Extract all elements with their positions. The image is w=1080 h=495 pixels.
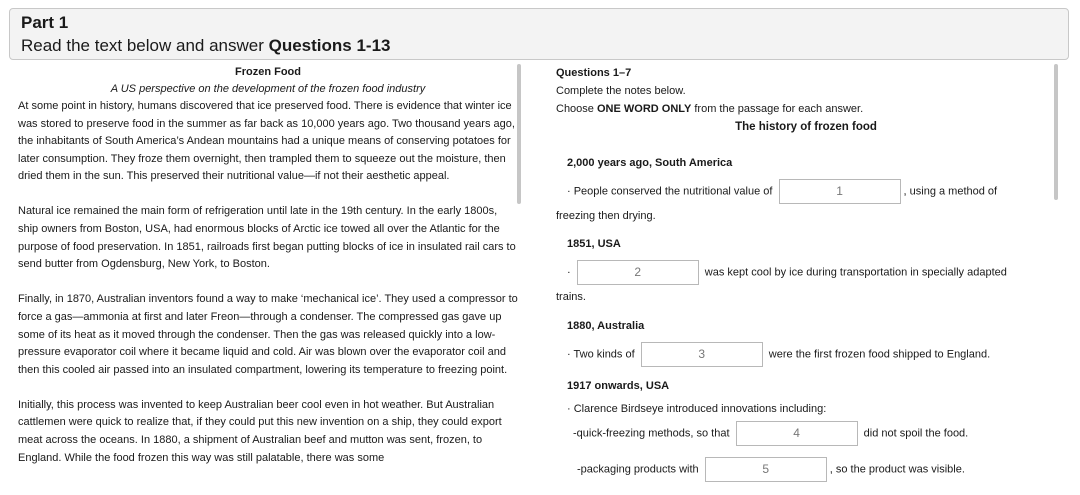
- passage-scrollbar[interactable]: [517, 64, 521, 204]
- note-item: [556, 155, 1047, 226]
- word-limit-suffix: from the passage for each answer.: [691, 103, 864, 115]
- questions-instruction: Complete the notes below.: [556, 85, 686, 97]
- passage-subtitle: A US perspective on the development of the frozen food industry: [110, 83, 426, 95]
- word-limit-bold: ONE WORD ONLY: [596, 103, 692, 115]
- questions-scrollbar[interactable]: [1054, 64, 1058, 200]
- answer-input-3[interactable]: 3: [641, 342, 763, 367]
- note-line: [567, 260, 1047, 285]
- note-text-before: · People conserved the nutritional value of: [567, 185, 773, 198]
- passage-paragraph: Initially, this process was invented to keep Australian beer cool even in hot weather. But Australian cattlemen were quick to realize that, if they could put this new invention on a ship, they could export meat across the oceans. In 1880, a shipment of Australian beef and mutton was sent, frozen, to England. While the food frozen this way was still palatable, there was some: [18, 398, 502, 464]
- part-instruction-text: Read the text below and answer: [21, 36, 269, 55]
- note-item: [567, 318, 1047, 367]
- passage-paragraph: Natural ice remained the main form of refrigeration until late in the 19th century. In the early 1800s, ship owners from Boston, USA, had enormous blocks of Arctic ice towed all over the Atlantic for the purpose of food preservation. In 1851, railroads first began putting blocks of ice in insulated rail cars to send butter from Ogdensburg, New York, to Boston.: [18, 205, 516, 271]
- note-text-before: -quick-freezing methods, so that: [573, 427, 730, 440]
- answer-input-4[interactable]: 4: [736, 421, 858, 446]
- note-heading: 2,000 years ago, South America: [567, 157, 733, 169]
- passage-title: Frozen Food: [235, 66, 301, 78]
- note-wrap-line: trains.: [556, 291, 586, 303]
- word-limit-prefix: Choose: [556, 103, 597, 115]
- note-line: [567, 399, 1047, 419]
- passage-paragraph: Finally, in 1870, Australian inventors found a way to make ‘mechanical ice’. They used a compressor to force a gas—ammonia at first and later Freon—through a condenser. The compressed gas gave up some of its heat as it moved through the condenser. Then the gas was released quickly into a low-pressure evaporator coil where it became liquid and cold. Air was blown over the evaporator coil and then this cooled air passed into an insulated compartment, lowering its temperature to freezing point.: [18, 293, 518, 376]
- passage-pane[interactable]: [18, 64, 518, 495]
- answer-input-1[interactable]: 1: [779, 179, 901, 204]
- note-wrap-line: freezing then drying.: [556, 210, 656, 222]
- part-header: [9, 8, 1069, 60]
- answer-input-2[interactable]: 2: [577, 260, 699, 285]
- questions-word-limit: [556, 100, 1056, 118]
- note-heading: 1880, Australia: [567, 320, 645, 332]
- note-line: [573, 421, 1053, 446]
- note-line: [567, 342, 1047, 367]
- part-instruction: [21, 34, 1057, 58]
- note-heading: 1851, USA: [567, 238, 621, 250]
- note-line: [567, 179, 1047, 204]
- note-text-before: ·: [567, 266, 571, 279]
- note-line: [577, 457, 1056, 482]
- answer-input-5[interactable]: 5: [705, 457, 827, 482]
- note-item: [567, 378, 1047, 419]
- note-text-after: were the first frozen food shipped to England.: [768, 348, 991, 361]
- note-heading: 1917 onwards, USA: [567, 380, 670, 392]
- note-text-after: was kept cool by ice during transportation in specially adapted: [704, 266, 1007, 279]
- note-text-before: · Two kinds of: [567, 348, 635, 361]
- notes-title: The history of frozen food: [735, 121, 877, 133]
- part-title: Part 1: [21, 13, 69, 32]
- note-item: [573, 421, 1053, 446]
- note-item: [556, 236, 1047, 307]
- part-instruction-questions: Questions 1-13: [268, 36, 391, 55]
- passage-paragraph: At some point in history, humans discovered that ice preserved food. There is evidence that winter ice was stored to preserve food in the summer as far back as 10,000 years ago. Two thousand years ago, the inhabitants of South America’s Andean mountains had a unique means of conserving potatoes for later consumption. They froze them overnight, then trampled them to squeeze out the moisture, then dried them in the sun. This preserved their nutritional value—if not their aesthetic appeal.: [18, 100, 515, 183]
- note-text-after: , so the product was visible.: [829, 463, 965, 476]
- questions-heading: Questions 1–7: [556, 67, 632, 79]
- note-item: [577, 457, 1056, 482]
- note-text-before: -packaging products with: [577, 463, 699, 476]
- questions-pane[interactable]: [556, 64, 1056, 495]
- note-text-after: , using a method of: [903, 185, 998, 198]
- note-text-after: did not spoil the food.: [863, 427, 969, 440]
- note-text-before: · Clarence Birdseye introduced innovations including:: [567, 403, 827, 415]
